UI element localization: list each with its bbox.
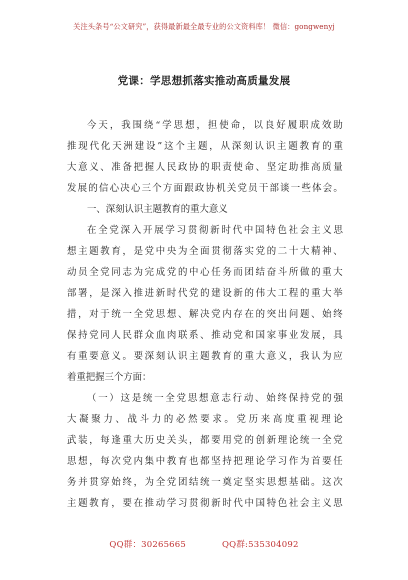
paragraph-line: 在 全 党 深 入 开 展 学 习 贯 彻 新 时 代 中 国 特 色 社 会 主 义 思 [87, 225, 343, 236]
paragraph-line: 着重把握三个方面： [67, 372, 152, 383]
paragraph-line: 思 想 ， 每 次 党 内 集 中 教 育 也 都 坚 持 把 理 论 学 习 作 为 首 要 任 [67, 456, 343, 467]
paragraph-line: 今 天 ， 我 围 绕 “ 学 思 想 ， 担 使 命 ， 以 良 好 履 职 成 效 助 [87, 120, 343, 131]
subsection-line: （ 一 ） 这 是 统 一 全 党 思 想 意 志 行 动 、 始 终 保 持 党 的 强 [87, 393, 343, 404]
paragraph-line: 发 展 的 信 心 决 心 三 个 方 面 跟 政 协 机 关 党 员 干 部 谈 一 些 体 会 。 [67, 183, 343, 194]
paragraph-line: 保 持 党 同 人 民 群 众 血 肉 联 系 、 推 动 党 和 国 家 事 业 发 展 ， 具 [67, 330, 343, 341]
paragraph-line: 动 员 全 党 同 志 为 完 成 党 的 中 心 任 务 而 团 结 奋 斗 所 做 的 重 大 [67, 267, 343, 278]
paragraph-line: 想 主 题 教 育 ， 是 党 中 央 为 全 面 贯 彻 落 实 党 的 二 十 大 精 神 、 [67, 246, 343, 257]
qq-group-1: QQ群：30265665 [109, 540, 187, 550]
paragraph-line: 大 凝 聚 力 、 战 斗 力 的 必 然 要 求 。 党 历 来 高 度 重 视 理 论 [67, 414, 343, 425]
top-banner: 关注头条号“公文研究”，获得最新最全最专业的公文资料库！ 微信：gongwenyj [73, 22, 335, 31]
paragraph-line: 主 题 教 育 ， 要 在 推 动 学 习 贯 彻 新 时 代 中 国 特 色 社 会 主 义 思 [67, 498, 343, 509]
paragraph-line: 部 署 ， 是 深 入 推 进 新 时 代 党 的 建 设 新 的 伟 大 工 程 的 重 大 举 [67, 288, 343, 299]
paragraph-line: 有 重 要 意 义 。 要 深 刻 认 识 主 题 教 育 的 重 大 意 义 ， 我 认 为 应 [67, 351, 343, 362]
paragraph-line: 武 装 ， 每 逢 重 大 历 史 关 头 ， 都 要 用 党 的 创 新 理 论 统 一 全 党 [67, 435, 343, 446]
document-title: 党课：学思想抓落实推动高质量发展 [117, 75, 291, 87]
qq-group-2: QQ群:535304092 [222, 540, 299, 550]
paragraph-line: 务 并 贯 穿 始 终 ， 为 全 党 团 结 统 一 奠 定 坚 实 思 想 基 础 。 这 次 [67, 477, 343, 488]
paragraph-line: 大 意 义 、 准 备 把 握 人 民 政 协 的 职 责 使 命 、 坚 定 助 推 高 质 量 [67, 162, 343, 173]
paragraph-line: 措 ， 对 于 统 一 全 党 思 想 、 解 决 党 内 存 在 的 突 出 问 题 、 始 终 [67, 309, 343, 320]
footer [0, 538, 408, 550]
section-heading: 一、深刻认识主题教育的重大意义 [87, 204, 228, 215]
paragraph-line: 推 现 代 化 天 洲 建 设 ” 这 个 主 题 ， 从 深 刻 认 识 主 题 教 育 的 重 [67, 141, 343, 152]
